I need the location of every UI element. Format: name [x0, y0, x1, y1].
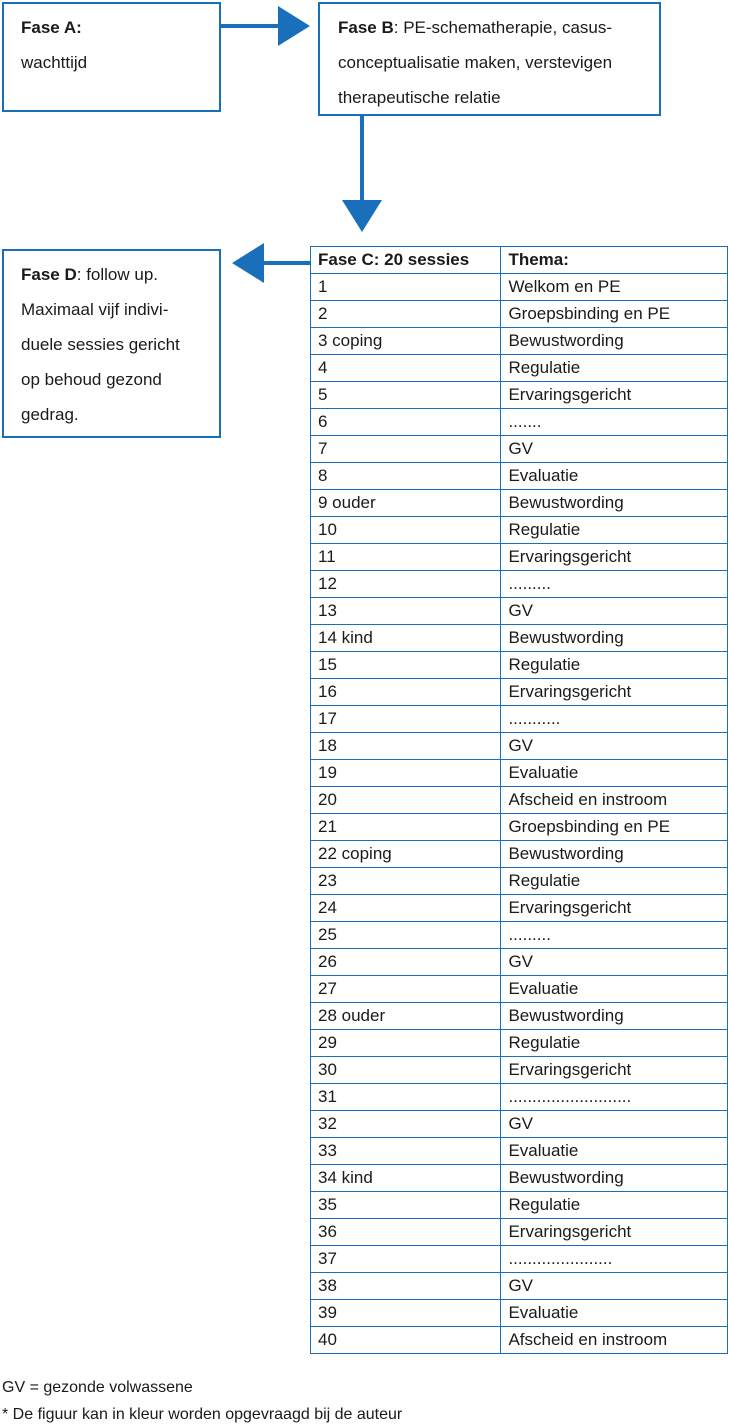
table-row [311, 1138, 728, 1165]
table-row [311, 1111, 728, 1138]
table-row [311, 1003, 728, 1030]
table-row [311, 571, 728, 598]
table-row [311, 1300, 728, 1327]
theme-cell: Regulatie [501, 1192, 728, 1219]
table-row [311, 1273, 728, 1300]
session-cell: 23 [311, 868, 501, 895]
table-row [311, 1030, 728, 1057]
session-cell: 20 [311, 787, 501, 814]
session-cell: 22 coping [311, 841, 501, 868]
session-cell: 7 [311, 436, 501, 463]
session-cell: 13 [311, 598, 501, 625]
theme-cell: ......... [501, 571, 728, 598]
theme-cell: GV [501, 1273, 728, 1300]
table-row [311, 787, 728, 814]
table-row [311, 436, 728, 463]
table-row [311, 1219, 728, 1246]
session-cell: 32 [311, 1111, 501, 1138]
theme-cell: Bewustwording [501, 1165, 728, 1192]
theme-cell: Regulatie [501, 517, 728, 544]
session-cell: 14 kind [311, 625, 501, 652]
phase-c-col-theme-header: Thema: [501, 247, 728, 274]
table-row [311, 1057, 728, 1084]
session-cell: 2 [311, 301, 501, 328]
phase-b-box [318, 2, 661, 116]
phase-c-header-row [311, 247, 728, 274]
phase-d-line5: gedrag. [21, 405, 79, 424]
table-row [311, 976, 728, 1003]
theme-cell: Evaluatie [501, 1300, 728, 1327]
theme-cell: Ervaringsgericht [501, 1219, 728, 1246]
theme-cell: Evaluatie [501, 1138, 728, 1165]
theme-cell: ......... [501, 922, 728, 949]
table-row [311, 625, 728, 652]
session-cell: 1 [311, 274, 501, 301]
session-cell: 16 [311, 679, 501, 706]
session-cell: 34 kind [311, 1165, 501, 1192]
phase-d-line3: duele sessies gericht [21, 335, 180, 354]
session-cell: 30 [311, 1057, 501, 1084]
phase-d-box [2, 249, 221, 438]
theme-cell: Bewustwording [501, 1003, 728, 1030]
session-cell: 27 [311, 976, 501, 1003]
theme-cell: Regulatie [501, 355, 728, 382]
session-cell: 24 [311, 895, 501, 922]
theme-cell: Ervaringsgericht [501, 1057, 728, 1084]
phase-d-line2: Maximaal vijf indivi- [21, 300, 169, 319]
theme-cell: Evaluatie [501, 760, 728, 787]
theme-cell: Ervaringsgericht [501, 679, 728, 706]
theme-cell: Groepsbinding en PE [501, 814, 728, 841]
theme-cell: Ervaringsgericht [501, 895, 728, 922]
session-cell: 25 [311, 922, 501, 949]
table-row [311, 868, 728, 895]
table-row [311, 301, 728, 328]
phase-d-title: Fase D [21, 265, 77, 284]
table-row [311, 544, 728, 571]
theme-cell: GV [501, 733, 728, 760]
session-cell: 12 [311, 571, 501, 598]
table-row [311, 679, 728, 706]
phase-b-line1: : PE-schematherapie, casus- [393, 18, 613, 37]
session-cell: 35 [311, 1192, 501, 1219]
session-cell: 3 coping [311, 328, 501, 355]
session-cell: 8 [311, 463, 501, 490]
table-row [311, 706, 728, 733]
theme-cell: Welkom en PE [501, 274, 728, 301]
theme-cell: Regulatie [501, 1030, 728, 1057]
table-row [311, 517, 728, 544]
session-cell: 28 ouder [311, 1003, 501, 1030]
session-cell: 21 [311, 814, 501, 841]
theme-cell: Groepsbinding en PE [501, 301, 728, 328]
phase-b-line2: conceptualisatie maken, verstevigen [338, 53, 613, 72]
phase-d-line4: op behoud gezond [21, 370, 162, 389]
theme-cell: Ervaringsgericht [501, 544, 728, 571]
footnote-color: * De figuur kan in kleur worden opgevraagd bij de auteur [2, 1406, 403, 1423]
phase-c-table [310, 246, 728, 1354]
session-cell: 5 [311, 382, 501, 409]
theme-cell: ...................... [501, 1246, 728, 1273]
table-row [311, 814, 728, 841]
session-cell: 11 [311, 544, 501, 571]
table-row [311, 949, 728, 976]
table-row [311, 652, 728, 679]
session-cell: 29 [311, 1030, 501, 1057]
theme-cell: ........... [501, 706, 728, 733]
phase-b-title: Fase B [338, 18, 394, 37]
table-row [311, 1246, 728, 1273]
theme-cell: Bewustwording [501, 490, 728, 517]
phase-a-title: Fase A: [21, 18, 82, 37]
theme-cell: Evaluatie [501, 976, 728, 1003]
theme-cell: Bewustwording [501, 625, 728, 652]
table-row [311, 598, 728, 625]
phase-a-text: wachttijd [21, 53, 88, 72]
session-cell: 26 [311, 949, 501, 976]
table-row [311, 409, 728, 436]
theme-cell: Evaluatie [501, 463, 728, 490]
table-row [311, 1192, 728, 1219]
table-row [311, 841, 728, 868]
table-row [311, 1327, 728, 1354]
table-row [311, 922, 728, 949]
phase-b-line3: therapeutische relatie [338, 88, 501, 107]
session-cell: 17 [311, 706, 501, 733]
session-cell: 38 [311, 1273, 501, 1300]
table-row [311, 895, 728, 922]
table-row [311, 355, 728, 382]
phase-d-line1: : follow up. [76, 265, 159, 284]
session-cell: 10 [311, 517, 501, 544]
session-cell: 39 [311, 1300, 501, 1327]
phase-a-box [2, 2, 221, 112]
table-row [311, 463, 728, 490]
session-cell: 33 [311, 1138, 501, 1165]
session-cell: 18 [311, 733, 501, 760]
theme-cell: Ervaringsgericht [501, 382, 728, 409]
session-cell: 9 ouder [311, 490, 501, 517]
phase-c-col-sessions-header: Fase C: 20 sessies [311, 247, 501, 274]
theme-cell: GV [501, 598, 728, 625]
theme-cell: Bewustwording [501, 841, 728, 868]
theme-cell: Regulatie [501, 652, 728, 679]
table-row [311, 1165, 728, 1192]
session-cell: 6 [311, 409, 501, 436]
phase-c-body [311, 274, 728, 1354]
theme-cell: Afscheid en instroom [501, 1327, 728, 1354]
table-row [311, 733, 728, 760]
theme-cell: Regulatie [501, 868, 728, 895]
table-row [311, 382, 728, 409]
session-cell: 36 [311, 1219, 501, 1246]
theme-cell: GV [501, 436, 728, 463]
theme-cell: Afscheid en instroom [501, 787, 728, 814]
session-cell: 40 [311, 1327, 501, 1354]
table-row [311, 760, 728, 787]
theme-cell: GV [501, 949, 728, 976]
table-row [311, 490, 728, 517]
session-cell: 15 [311, 652, 501, 679]
footnote-gv: GV = gezonde volwassene [2, 1379, 193, 1396]
theme-cell: Bewustwording [501, 328, 728, 355]
theme-cell: .......................... [501, 1084, 728, 1111]
session-cell: 37 [311, 1246, 501, 1273]
theme-cell: ....... [501, 409, 728, 436]
session-cell: 31 [311, 1084, 501, 1111]
session-cell: 19 [311, 760, 501, 787]
session-cell: 4 [311, 355, 501, 382]
table-row [311, 328, 728, 355]
theme-cell: GV [501, 1111, 728, 1138]
table-row [311, 1084, 728, 1111]
table-row [311, 274, 728, 301]
